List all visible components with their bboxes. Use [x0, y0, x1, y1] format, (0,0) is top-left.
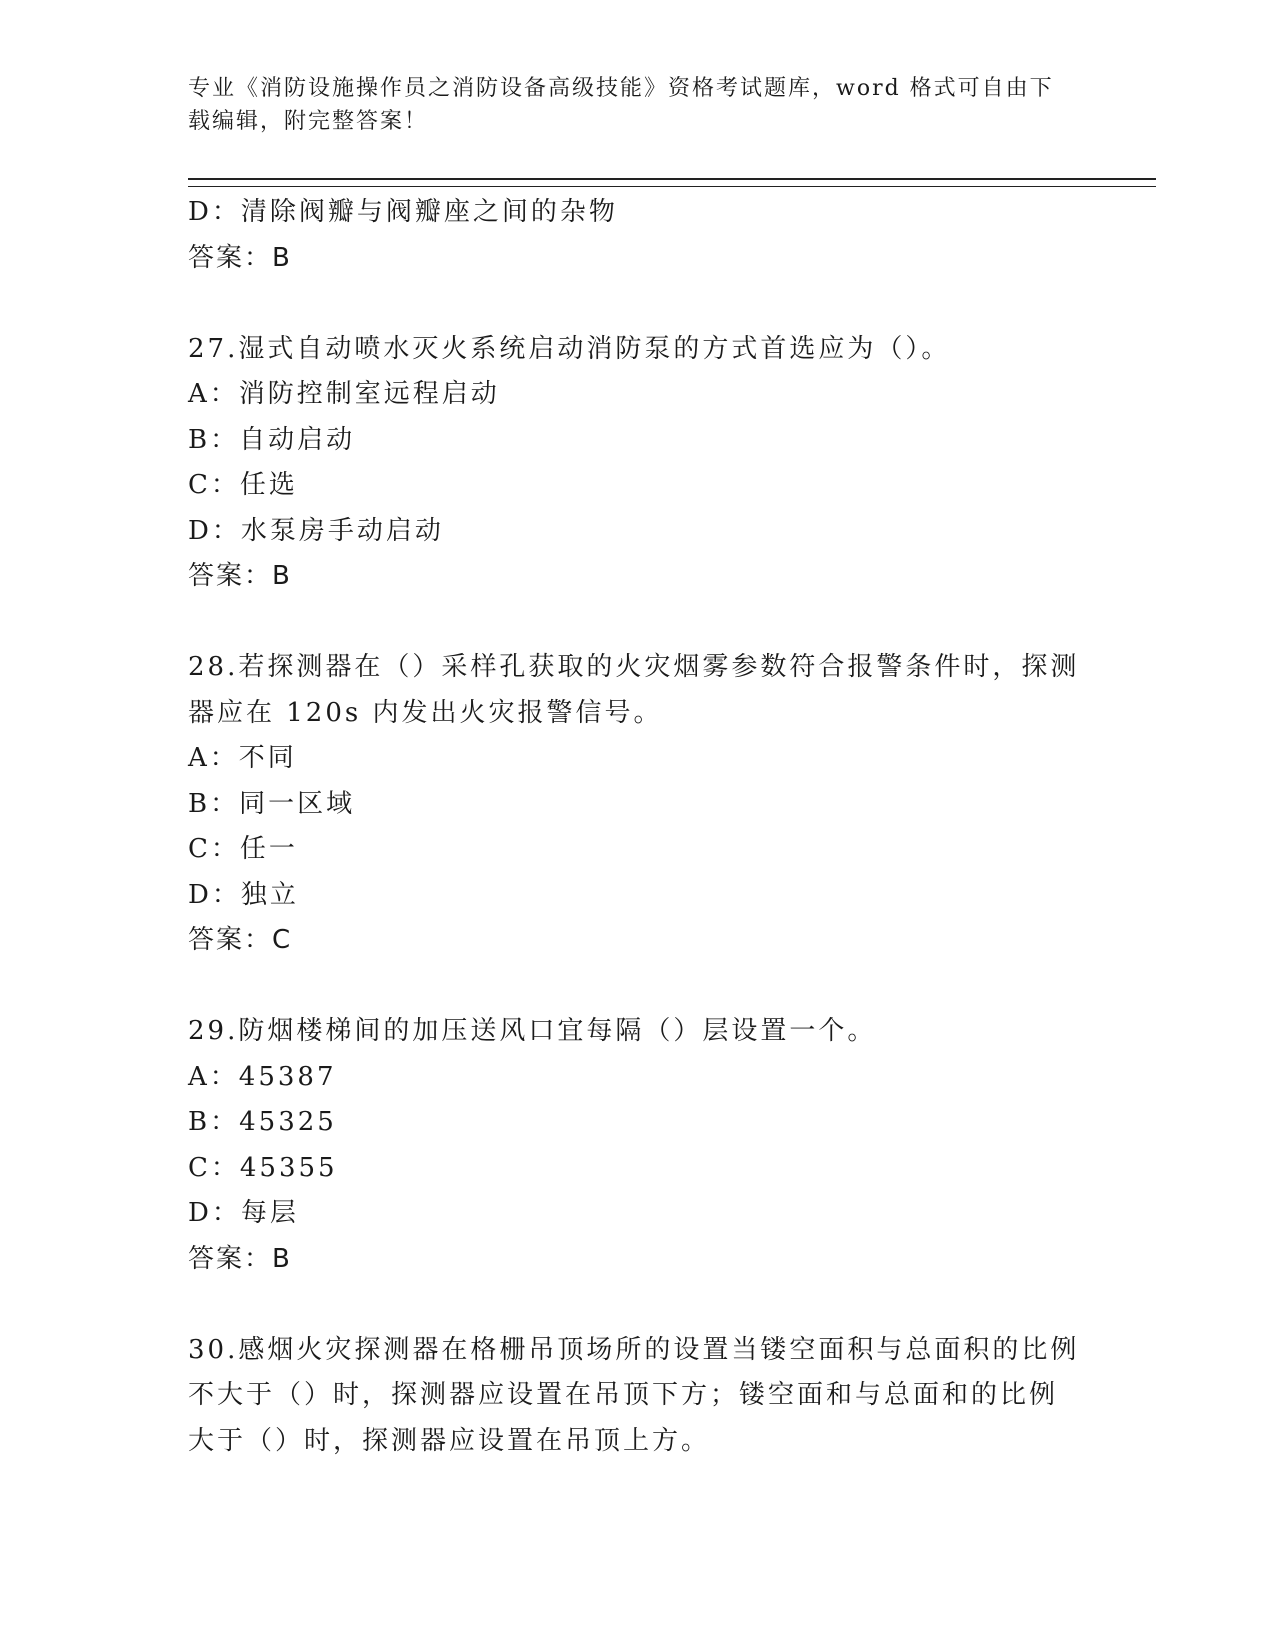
answer-line: 答案：B	[188, 242, 292, 273]
spacer	[188, 281, 1088, 327]
spacer	[188, 600, 1088, 646]
spacer	[188, 964, 1088, 1010]
question-stem-continued: 大于（）时，探测器应设置在吊顶上方。	[188, 1425, 711, 1456]
option-a: A：45387	[188, 1061, 337, 1092]
option-b: B：自动启动	[188, 424, 356, 455]
question-27	[188, 327, 1088, 600]
option-d: D：清除阀瓣与阀瓣座之间的杂物	[188, 197, 618, 227]
question-stem: 27.湿式自动喷水灭火系统启动消防泵的方式首选应为（）。	[188, 333, 951, 364]
question-stem-continued: 不大于（）时，探测器应设置在吊顶下方；镂空面和与总面和的比例	[188, 1380, 1059, 1410]
option-a: A：不同	[188, 743, 297, 773]
option-c: C：任选	[188, 470, 298, 500]
header-divider	[188, 178, 1156, 187]
header-line-1: 专业《消防设施操作员之消防设备高级技能》资格考试题库，word 格式可自由下	[188, 76, 1054, 101]
question-content	[188, 190, 1088, 1464]
option-c: C：45355	[188, 1152, 338, 1183]
question-29	[188, 1009, 1088, 1282]
answer-line: 答案：B	[188, 1243, 292, 1274]
question-stem: 30.感烟火灾探测器在格栅吊顶场所的设置当镂空面积与总面积的比例	[188, 1334, 1080, 1365]
option-b: B：45325	[188, 1107, 337, 1137]
option-a: A：消防控制室远程启动	[188, 379, 500, 409]
answer-line: 答案：B	[188, 561, 292, 591]
spacer	[188, 1282, 1088, 1328]
question-stem: 28.若探测器在（）采样孔获取的火灾烟雾参数符合报警条件时，探测	[188, 652, 1080, 682]
question-stem: 29.防烟楼梯间的加压送风口宜每隔（）层设置一个。	[188, 1016, 877, 1046]
option-d: D：水泵房手动启动	[188, 515, 444, 546]
option-c: C：任一	[188, 834, 298, 864]
header-line-2: 载编辑，附完整答案！	[188, 109, 429, 134]
page-header	[188, 72, 1068, 138]
answer-line: 答案：C	[188, 925, 293, 955]
question-28	[188, 645, 1088, 964]
option-d: D：每层	[188, 1198, 299, 1228]
option-d: D：独立	[188, 879, 299, 910]
question-30	[188, 1328, 1088, 1465]
option-b: B：同一区域	[188, 788, 356, 819]
question-stem-continued: 器应在 120s 内发出火灾报警信号。	[188, 697, 663, 728]
